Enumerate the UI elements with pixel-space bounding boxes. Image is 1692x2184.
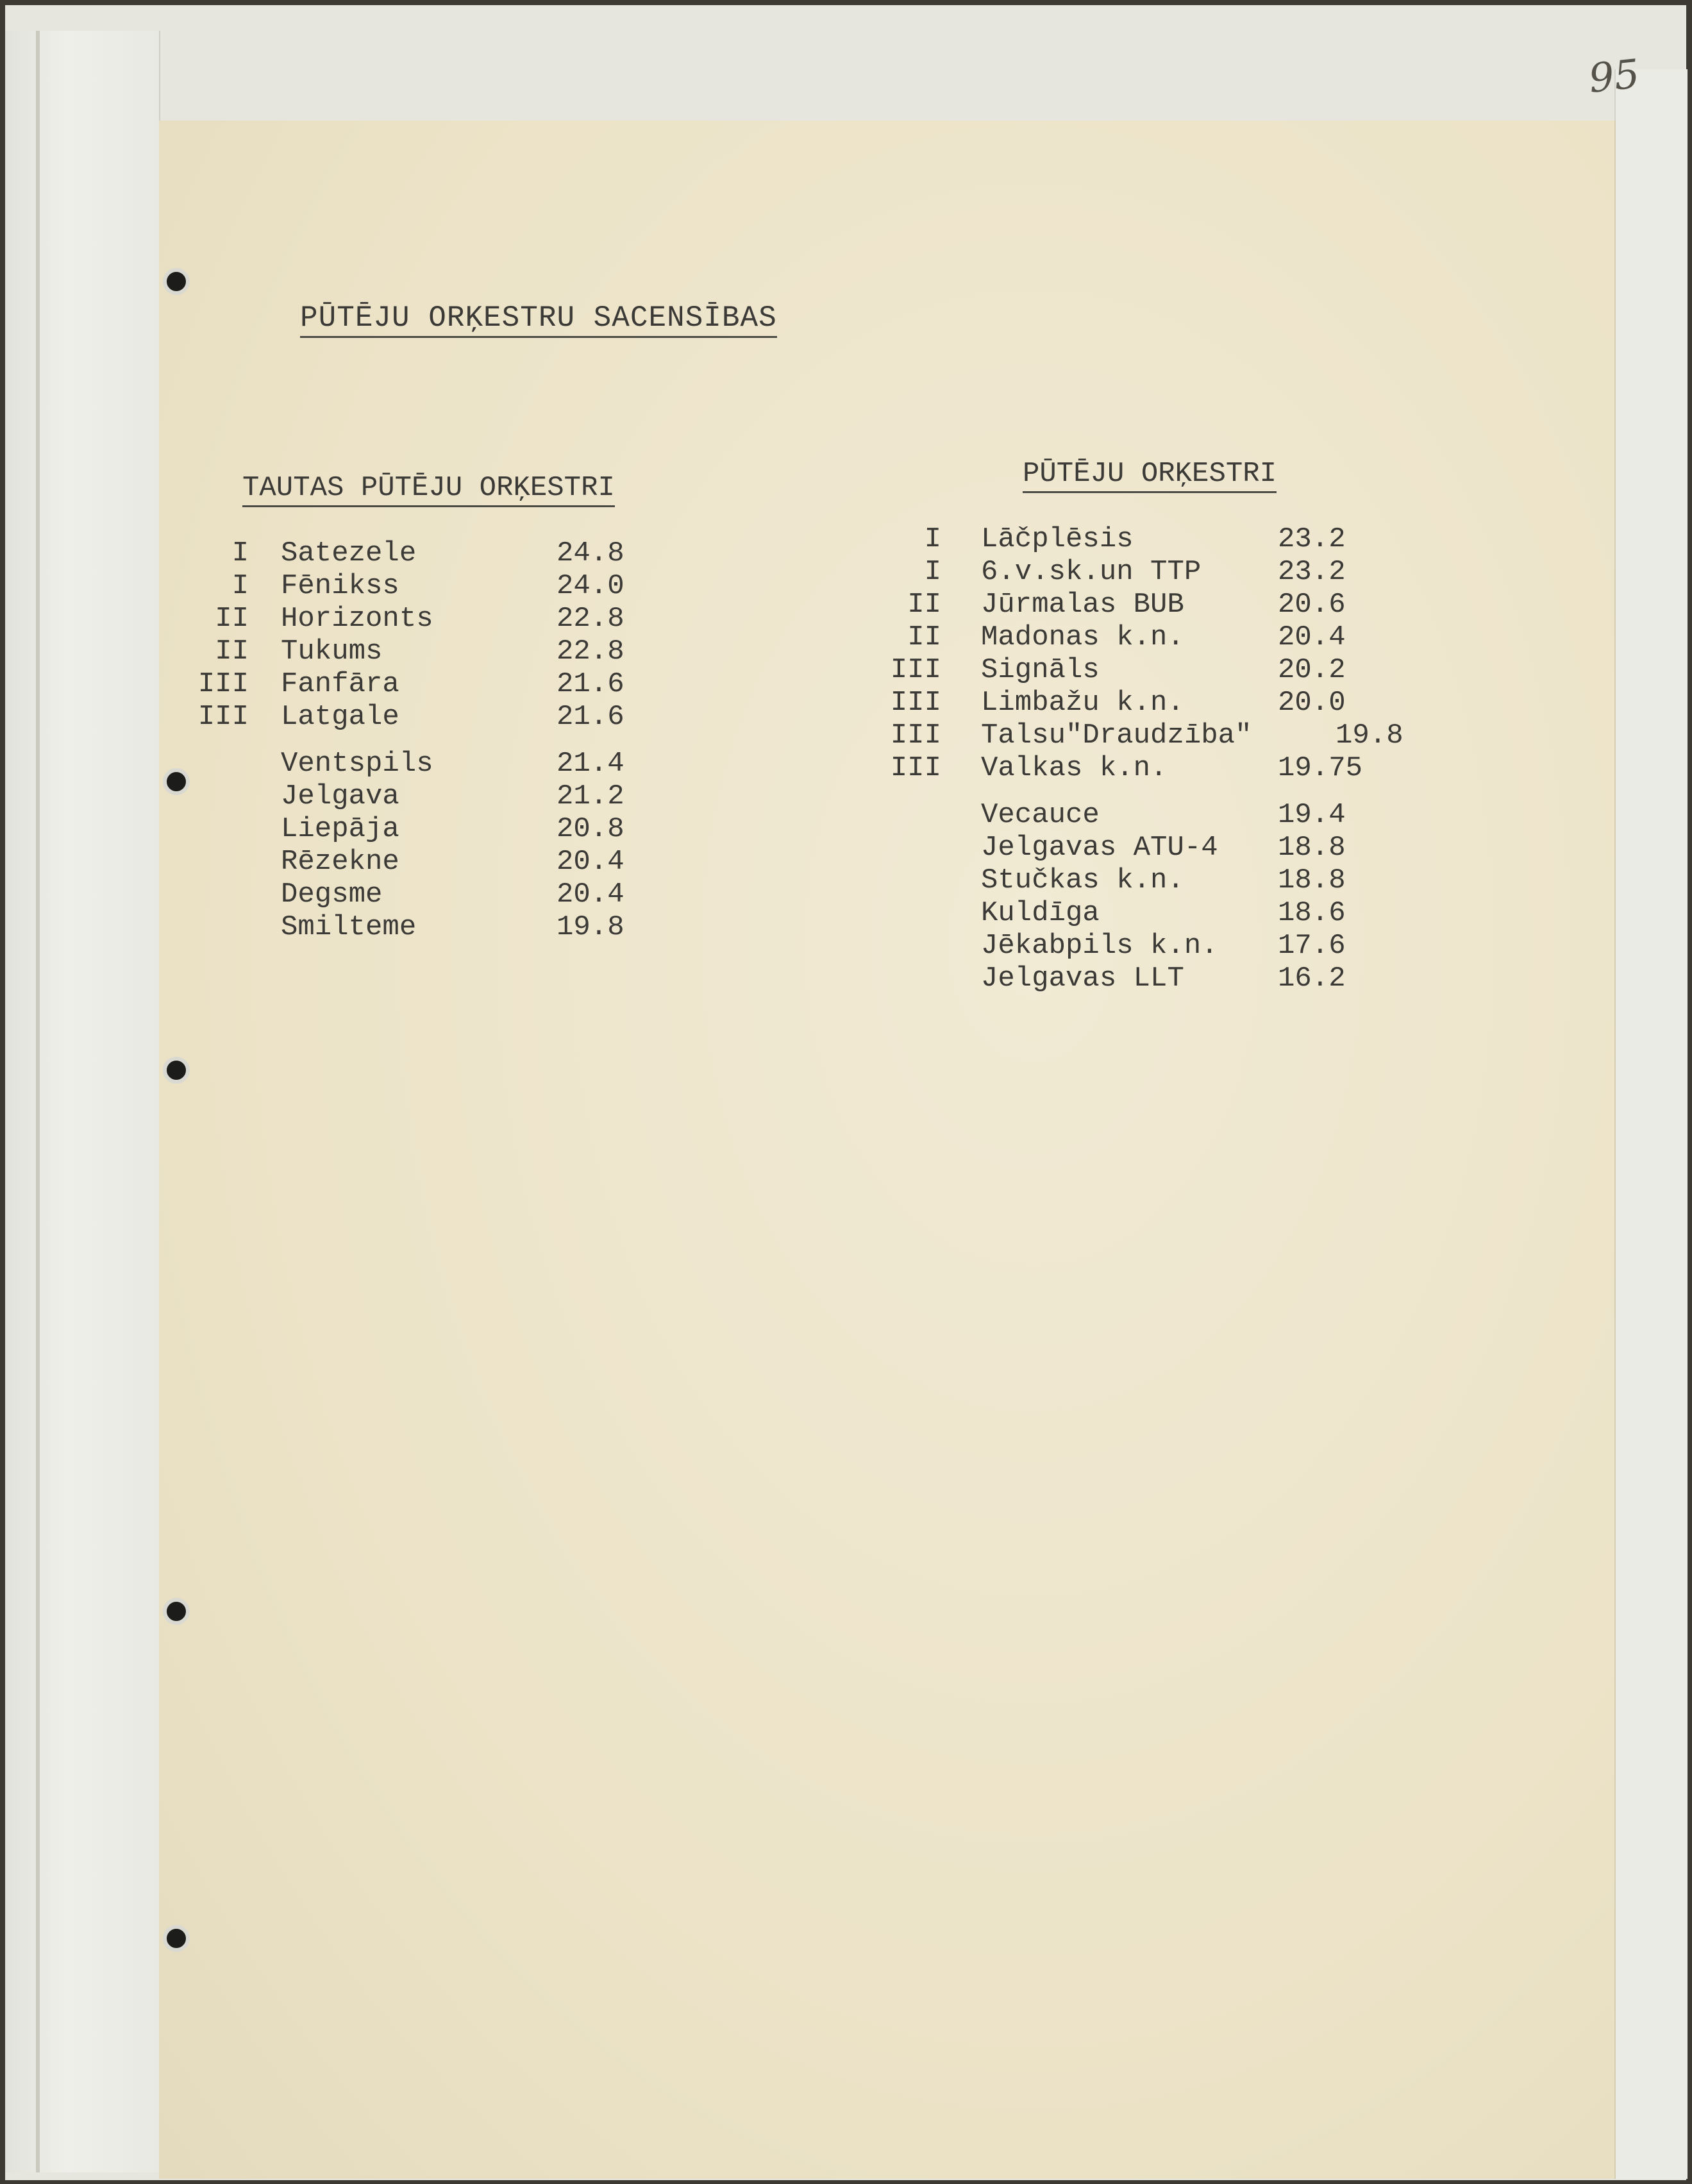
score-value: 19.75 [1278,752,1363,784]
result-row [5,897,1672,929]
orchestra-name: Tukums [281,635,383,668]
result-row [5,864,1672,896]
orchestra-name: Jelgavas ATU-4 [981,832,1218,864]
result-row [5,799,1672,831]
folio-number: 95 [1586,50,1642,102]
orchestra-name: Limbažu k.n. [981,687,1184,719]
score-value: 21.4 [557,748,624,780]
orchestra-name: Kuldīga [981,897,1100,929]
score-value: 19.8 [1336,719,1403,752]
score-value: 18.6 [1278,897,1346,929]
orchestra-name: Fanfāra [281,668,399,700]
result-row [5,621,1672,653]
orchestra-name: Liepāja [281,813,399,845]
score-value: 20.0 [1278,687,1346,719]
orchestra-name: Valkas k.n. [981,752,1168,784]
punch-hole [163,268,190,295]
score-value: 24.8 [557,537,624,569]
punch-hole [163,1598,190,1625]
punch-hole [163,1925,190,1952]
score-value: 20.4 [1278,621,1346,653]
orchestra-name: Degsme [281,878,383,911]
orchestra-name: Madonas k.n. [981,621,1184,653]
score-value: 20.6 [1278,589,1346,621]
left-column-heading: TAUTAS PŪTĒJU ORĶESTRI [242,472,615,507]
folder-edge [36,31,40,2172]
score-value: 18.8 [1278,864,1346,896]
orchestra-name: Fēnikss [281,570,399,602]
score-value: 21.6 [557,701,624,733]
score-value: 24.0 [557,570,624,602]
result-row [5,719,1672,752]
orchestra-name: Jelgava [281,780,399,812]
result-row [5,832,1672,864]
document-title: PŪTĒJU ORĶESTRU SACENSĪBAS [300,301,777,338]
place-rank: II [907,621,941,653]
result-row [5,962,1672,995]
punch-hole [163,1057,190,1084]
place-rank: III [890,752,941,784]
score-value: 22.8 [557,603,624,635]
score-value: 20.4 [557,878,624,911]
orchestra-name: 6.v.sk.un TTP [981,556,1202,588]
result-row [5,687,1672,719]
place-rank: III [197,668,249,700]
score-value: 23.2 [1278,523,1346,555]
backing-strip-right [1614,69,1688,2179]
score-value: 19.8 [557,911,624,943]
score-value: 16.2 [1278,962,1346,995]
score-value: 20.2 [1278,654,1346,686]
result-row [5,589,1672,621]
place-rank: II [215,635,249,668]
score-value: 20.8 [557,813,624,845]
orchestra-name: Latgale [281,701,399,733]
orchestra-name: Vecauce [981,799,1100,831]
place-rank: III [197,701,249,733]
scan-background [5,5,1686,2180]
place-rank: I [231,570,249,602]
score-value: 19.4 [1278,799,1346,831]
orchestra-name: Stučkas k.n. [981,864,1184,896]
place-rank: II [215,603,249,635]
result-row [5,930,1672,962]
score-value: 21.6 [557,668,624,700]
score-value: 21.2 [557,780,624,812]
place-rank: I [231,537,249,569]
score-value: 22.8 [557,635,624,668]
score-value: 18.8 [1278,832,1346,864]
orchestra-name: Jūrmalas BUB [981,589,1184,621]
orchestra-name: Lāčplēsis [981,523,1134,555]
score-value: 17.6 [1278,930,1346,962]
result-row [5,556,1672,588]
orchestra-name: Jēkabpils k.n. [981,930,1218,962]
score-value: 23.2 [1278,556,1346,588]
right-column-heading: PŪTĒJU ORĶESTRI [1023,458,1277,493]
place-rank: I [924,523,941,555]
result-row [5,523,1672,555]
result-row [5,752,1672,784]
orchestra-name: Ventspils [281,748,433,780]
place-rank: III [890,654,941,686]
orchestra-name: Smilteme [281,911,417,943]
orchestra-name: Satezele [281,537,417,569]
orchestra-name: Rēzekne [281,846,399,878]
score-value: 20.4 [557,846,624,878]
orchestra-name: Jelgavas LLT [981,962,1184,995]
orchestra-name: Horizonts [281,603,433,635]
place-rank: III [890,687,941,719]
typed-sheet [159,121,1614,2179]
orchestra-name: Signāls [981,654,1100,686]
place-rank: III [890,719,941,752]
binder-strip-left [5,31,160,2172]
place-rank: I [924,556,941,588]
result-row [5,654,1672,686]
orchestra-name: Talsu"Draudzība" [981,719,1252,752]
place-rank: II [907,589,941,621]
